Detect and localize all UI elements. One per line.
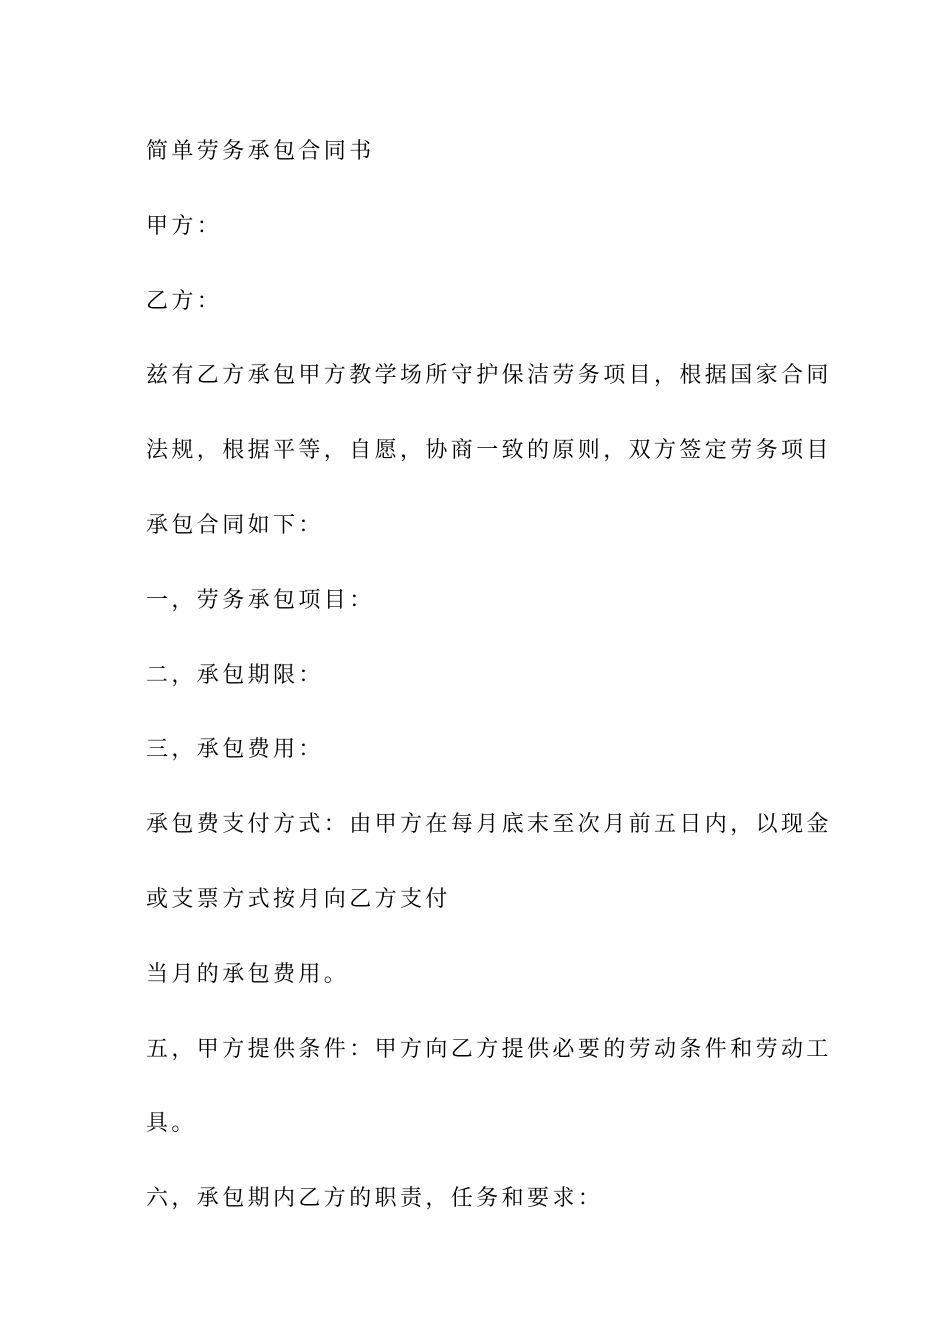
payment-line-3: 当月的承包费用。 [146, 961, 350, 987]
clause-1: 一，劳务承包项目： [146, 587, 375, 613]
clause-6: 六，承包期内乙方的职责，任务和要求： [146, 1186, 604, 1212]
payment-line-2: 或支票方式按月向乙方支付 [146, 886, 451, 912]
clause-3: 三，承包费用： [146, 737, 324, 763]
clause-5-line-2: 具。 [146, 1111, 197, 1137]
payment-line-1: 承包费支付方式：由甲方在每月底末至次月前五日内，以现金 [146, 812, 832, 838]
party-a-line: 甲方： [146, 213, 223, 239]
document-body [146, 128, 832, 1250]
preamble-line-1: 兹有乙方承包甲方教学场所守护保洁劳务项目，根据国家合同 [146, 363, 832, 389]
preamble-line-3: 承包合同如下： [146, 512, 324, 538]
preamble-line-2: 法规，根据平等，自愿，协商一致的原则，双方签定劳务项目 [146, 438, 832, 464]
clause-2: 二，承包期限： [146, 662, 324, 688]
clause-5-line-1: 五，甲方提供条件：甲方向乙方提供必要的劳动条件和劳动工 [146, 1036, 832, 1062]
party-b-line: 乙方： [146, 288, 223, 314]
document-title: 简单劳务承包合同书 [146, 139, 375, 164]
